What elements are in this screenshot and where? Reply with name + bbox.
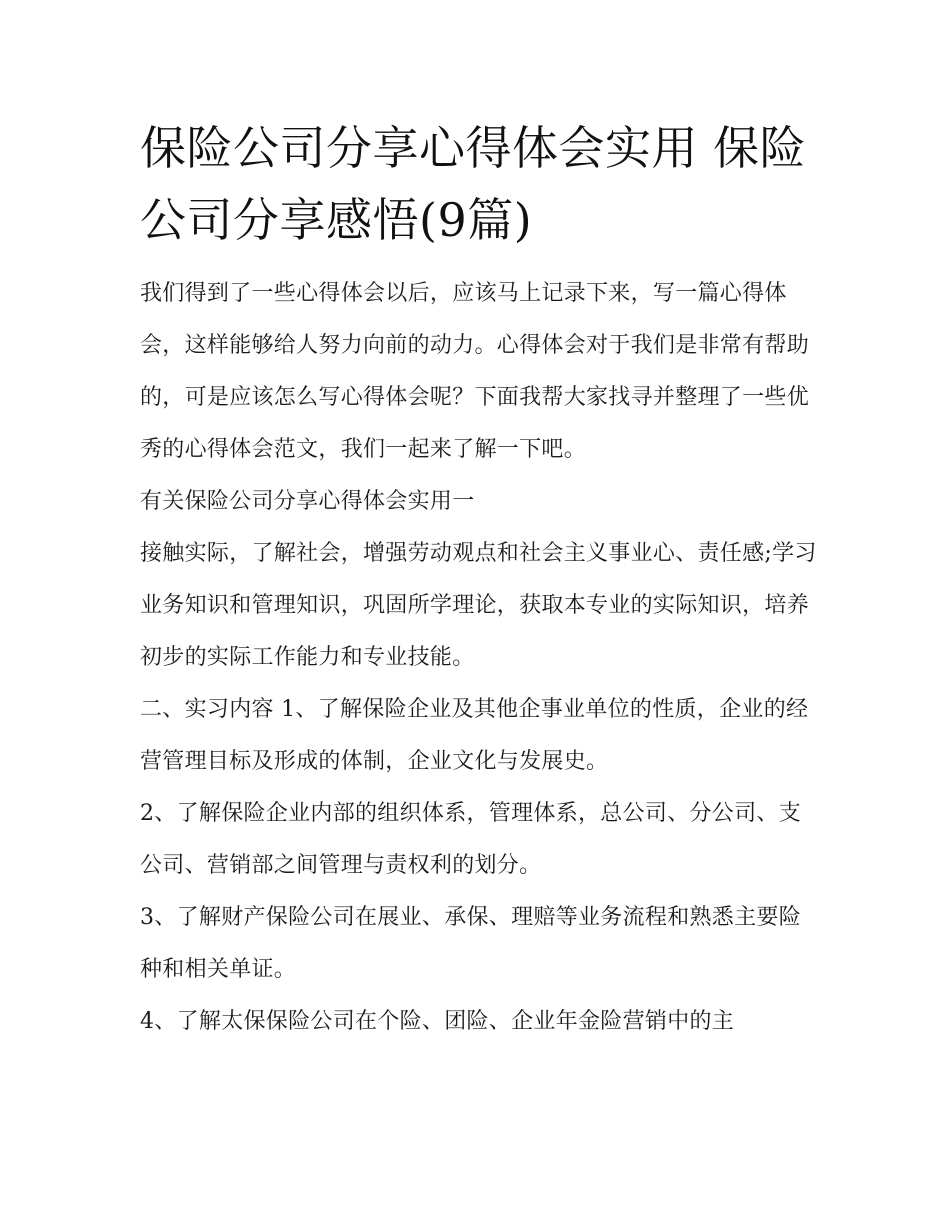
- body-paragraph-3: 2、了解保险企业内部的组织体系，管理体系，总公司、分公司、支公司、营销部之间管理与责权利的划分。: [140, 801, 801, 878]
- body-paragraph-5: 4、了解太保保险公司在个险、团险、企业年金险营销中的主: [140, 1009, 735, 1034]
- body-paragraph-2: 二、实习内容 1、了解保险企业及其他企事业单位的性质，企业的经营管理目标及形成的体制，企业文化与发展史。: [140, 697, 809, 774]
- body-paragraph-4: 3、了解财产保险公司在展业、承保、理赔等业务流程和熟悉主要险种和相关单证。: [140, 905, 801, 982]
- document-content: [140, 112, 820, 1048]
- section-heading: 有关保险公司分享心得体会实用一: [140, 489, 475, 514]
- body-paragraph-1: 接触实际，了解社会，增强劳动观点和社会主义事业心、责任感;学习业务知识和管理知识，巩固所学理论，获取本专业的实际知识，培养初步的实际工作能力和专业技能。: [140, 541, 817, 670]
- document-title: 保险公司分享心得体会实用 保险公司分享感悟(9篇): [140, 121, 807, 247]
- intro-paragraph: 我们得到了一些心得体会以后，应该马上记录下来，写一篇心得体会，这样能够给人努力向前的动力。心得体会对于我们是非常有帮助的，可是应该怎么写心得体会呢？下面我帮大家找寻并整理了一些优秀的心得体会范文，我们一起来了解一下吧。: [140, 281, 810, 462]
